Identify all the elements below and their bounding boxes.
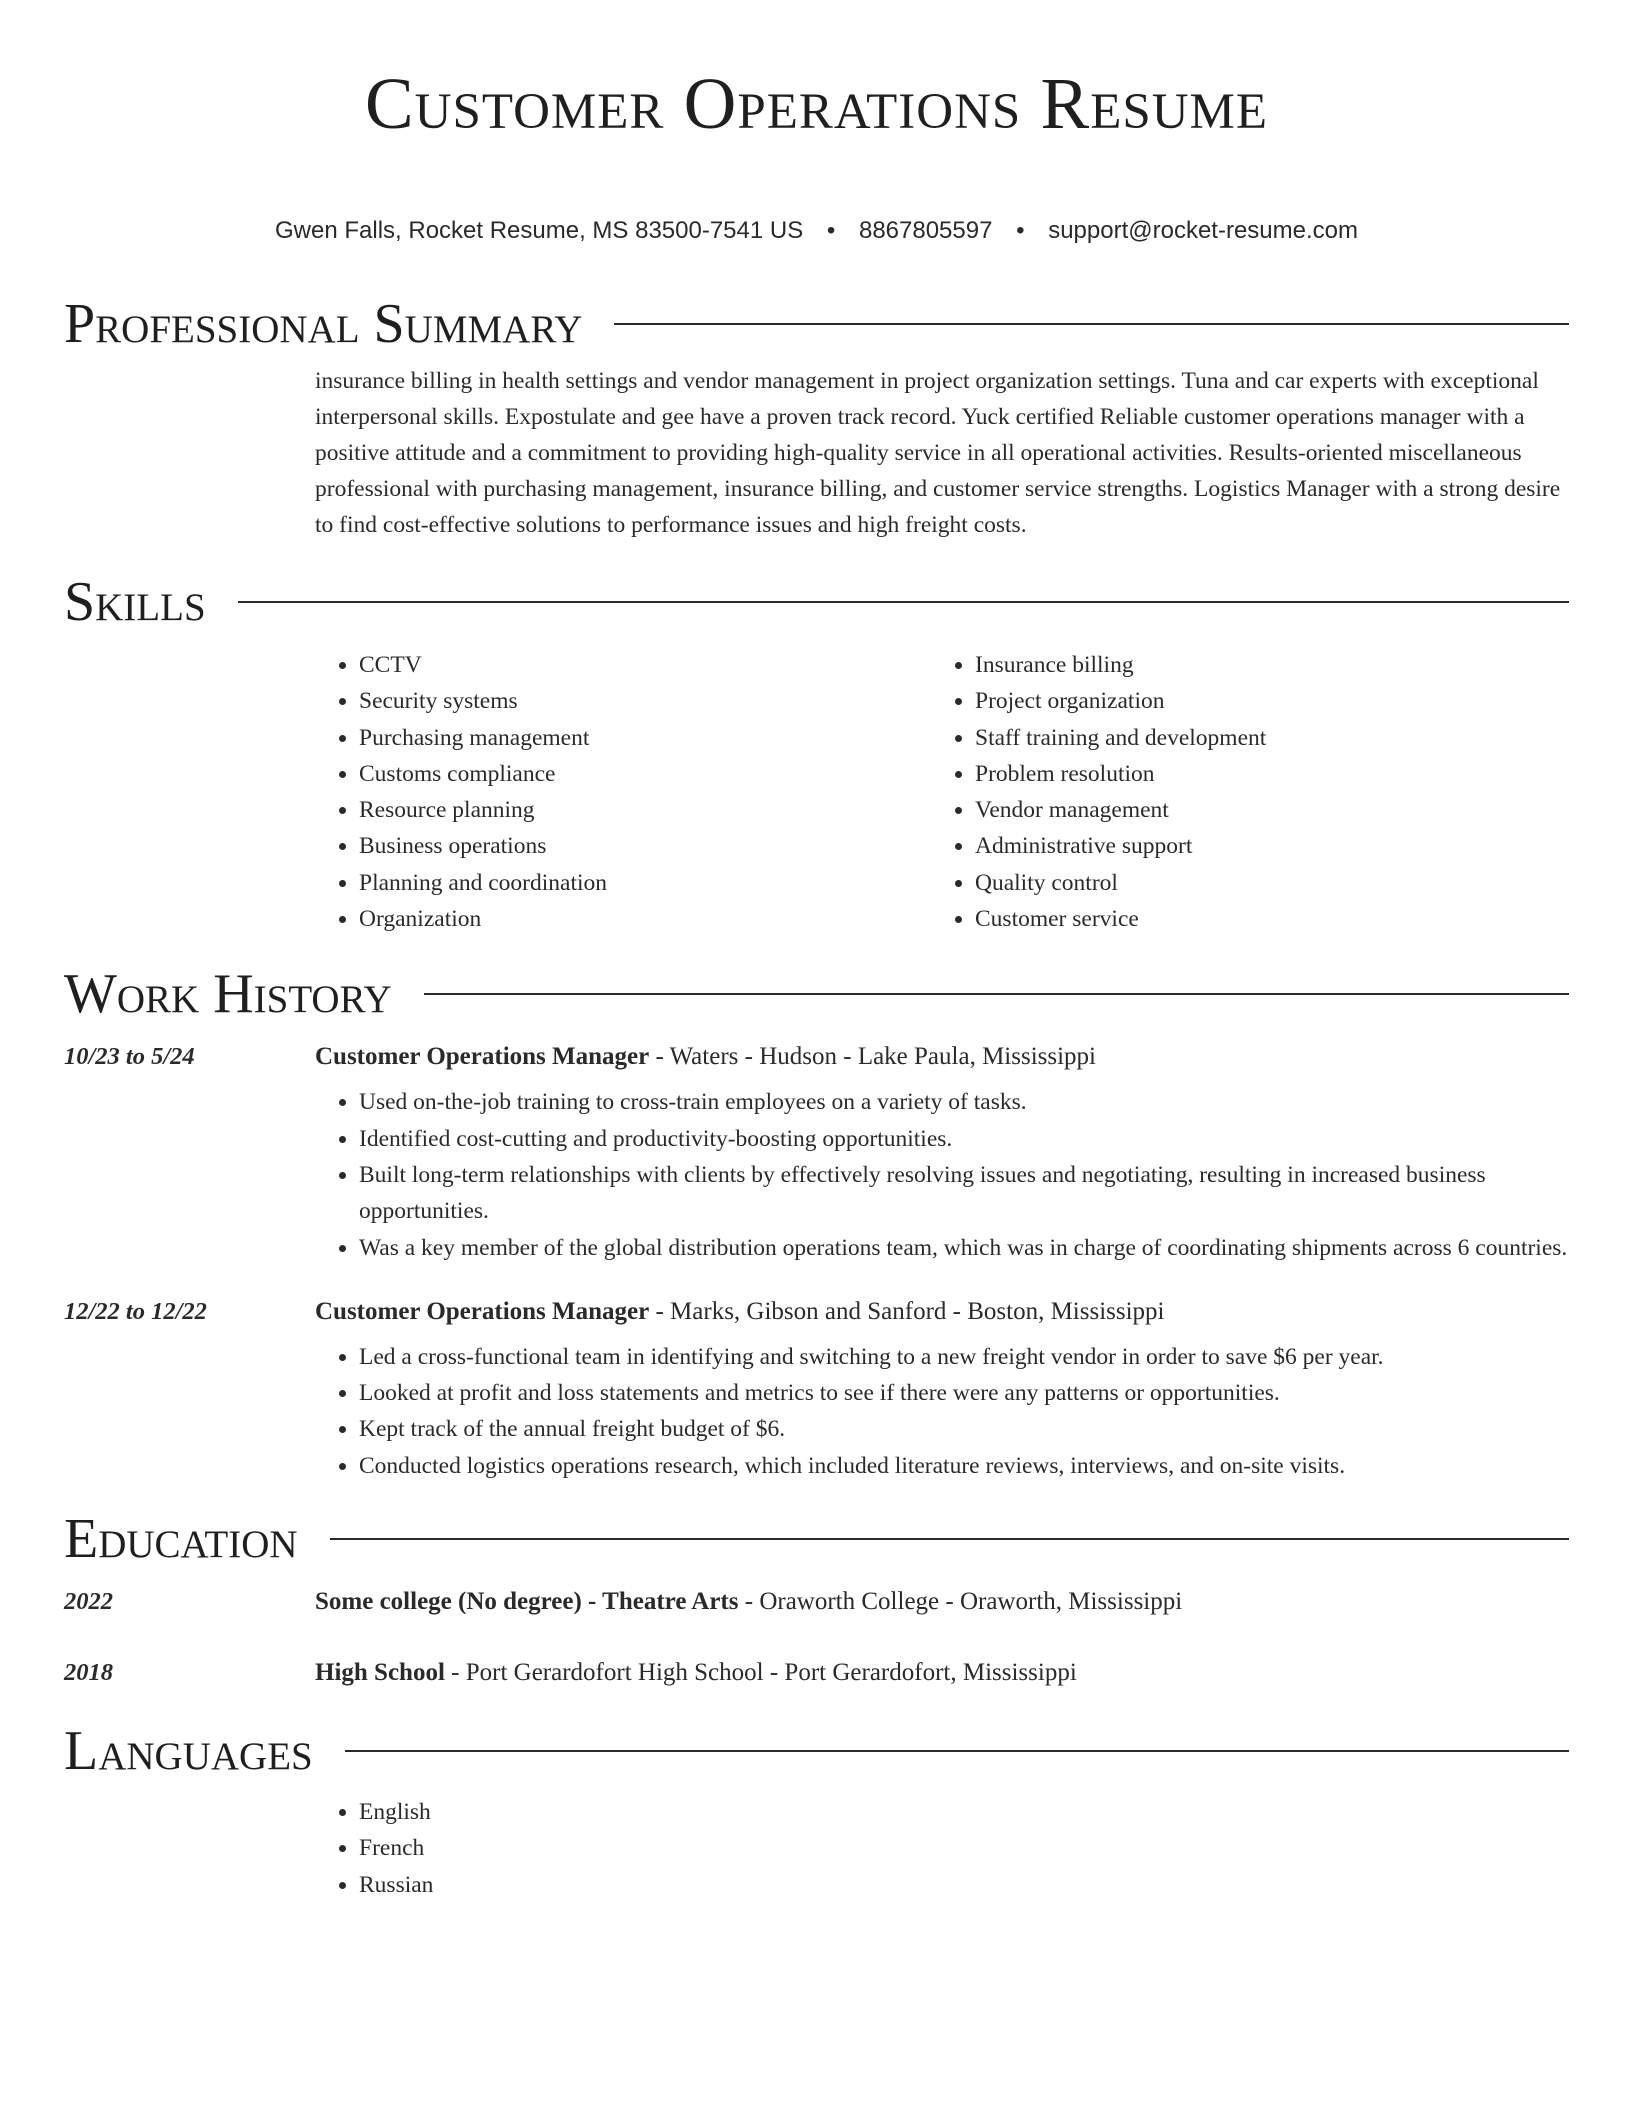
skills-heading: Skills — [64, 571, 206, 633]
job-employer: - Marks, Gibson and Sanford - Boston, Mississippi — [649, 1297, 1165, 1325]
job-entry — [64, 1295, 1569, 1484]
education-school: - Oraworth College - Oraworth, Mississippi — [738, 1588, 1183, 1616]
contact-email[interactable]: support@rocket-resume.com — [1048, 217, 1358, 244]
skill-item: • Business operations — [359, 828, 931, 864]
section-divider — [424, 993, 1569, 995]
job-dates: 10/23 to 5/24 — [64, 1043, 195, 1071]
job-duty: • Identified cost-cutting and productivity-boosting opportunities. — [359, 1121, 1569, 1157]
education-heading: Education — [64, 1508, 298, 1571]
work-heading: Work History — [64, 963, 392, 1026]
skill-item: • Quality control — [975, 865, 1547, 901]
language-item: • Russian — [359, 1867, 1569, 1903]
skill-item: • Organization — [359, 901, 931, 937]
summary-section-header — [64, 293, 1569, 355]
skill-item: • Problem resolution — [975, 756, 1547, 792]
contact-phone: 8867805597 — [858, 217, 993, 244]
job-entry — [64, 1040, 1569, 1265]
section-divider — [330, 1538, 1569, 1540]
skills-section-header — [64, 571, 1569, 633]
skill-item: • Insurance billing — [975, 647, 1547, 683]
education-school: - Port Gerardofort High School - Port Gerardofort, Mississippi — [444, 1659, 1077, 1687]
skill-item: • Resource planning — [359, 792, 931, 828]
skill-item: • Customer service — [975, 901, 1547, 937]
contact-address: Gwen Falls, Rocket Resume, MS 83500-7541 US — [274, 217, 804, 244]
skills-column-left — [315, 647, 931, 937]
skill-item: • Staff training and development — [975, 720, 1547, 756]
skill-item: • Customs compliance — [359, 756, 931, 792]
job-duty: • Led a cross-functional team in identifying and switching to a new freight vendor in order to save $6 per year. — [359, 1339, 1569, 1375]
job-duty: • Conducted logistics operations research, which included literature reviews, interviews, and on-site visits. — [359, 1448, 1569, 1484]
job-duty: • Kept track of the annual freight budget of $6. — [359, 1411, 1569, 1447]
languages-list — [315, 1794, 1569, 1903]
job-title: Customer Operations Manager — [315, 1043, 650, 1071]
skill-item: • Administrative support — [975, 828, 1547, 864]
work-section-header — [64, 963, 1569, 1025]
job-duty: • Looked at profit and loss statements and metrics to see if there were any patterns or opportunities. — [359, 1375, 1569, 1411]
resume-title: Customer Operations Resume — [364, 63, 1269, 144]
job-duty: • Was a key member of the global distribution operations team, which was in charge of coordinating shipments across 6 countries. — [359, 1230, 1569, 1266]
section-divider — [345, 1750, 1569, 1752]
skill-item: • Vendor management — [975, 792, 1547, 828]
education-year: 2018 — [64, 1659, 113, 1687]
job-header — [64, 1040, 1569, 1074]
job-duty: • Used on-the-job training to cross-train employees on a variety of tasks. — [359, 1084, 1569, 1120]
skills-column-right — [931, 647, 1547, 937]
job-dates: 12/22 to 12/22 — [64, 1297, 207, 1325]
job-title-line — [315, 1040, 1096, 1074]
languages-heading: Languages — [64, 1720, 313, 1783]
summary-text: insurance billing in health settings and vendor management in project organization settings. Tuna and car experts with exceptional interpersonal skills. Expostulate and gee have a proven track record. Yuck certified Reliable customer operations manager with a positive attitude and a commitment to providing high-quality service in all operational activities. Results-oriented miscellaneous professional with purchasing management, insurance billing, and customer service strengths. Logistics Manager with a strong desire to find cost-effective solutions to performance issues and high freight costs. — [315, 368, 1561, 538]
contact-line — [64, 216, 1569, 246]
job-employer: - Waters - Hudson - Lake Paula, Mississippi — [649, 1043, 1096, 1071]
education-entry — [64, 1585, 1569, 1619]
education-section-header — [64, 1508, 1569, 1570]
skill-item: • Project organization — [975, 683, 1547, 719]
contact-separator: • — [1016, 217, 1025, 244]
education-line — [315, 1656, 1077, 1690]
education-degree: Some college (No degree) - Theatre Arts — [315, 1588, 739, 1616]
language-item: • English — [359, 1794, 1569, 1830]
summary-heading: Professional Summary — [64, 293, 583, 355]
job-title-line — [315, 1295, 1165, 1329]
languages-section-header — [64, 1720, 1569, 1782]
job-header — [64, 1295, 1569, 1329]
section-divider — [614, 323, 1569, 325]
job-title: Customer Operations Manager — [315, 1297, 650, 1325]
skill-item: • CCTV — [359, 647, 931, 683]
contact-separator: • — [826, 217, 836, 244]
language-item: • French — [359, 1830, 1569, 1866]
skills-list — [315, 647, 1569, 937]
education-year: 2022 — [64, 1588, 113, 1616]
job-duties — [315, 1084, 1569, 1265]
job-duties — [315, 1339, 1569, 1484]
skill-item: • Planning and coordination — [359, 865, 931, 901]
education-degree: High School — [315, 1659, 445, 1687]
education-line — [315, 1585, 1182, 1619]
skill-item: • Purchasing management — [359, 720, 931, 756]
skill-item: • Security systems — [359, 683, 931, 719]
section-divider — [238, 601, 1569, 603]
education-entry — [64, 1656, 1569, 1690]
job-duty: • Built long-term relationships with clients by effectively resolving issues and negotiating, resulting in increased business opportunities. — [359, 1157, 1569, 1230]
